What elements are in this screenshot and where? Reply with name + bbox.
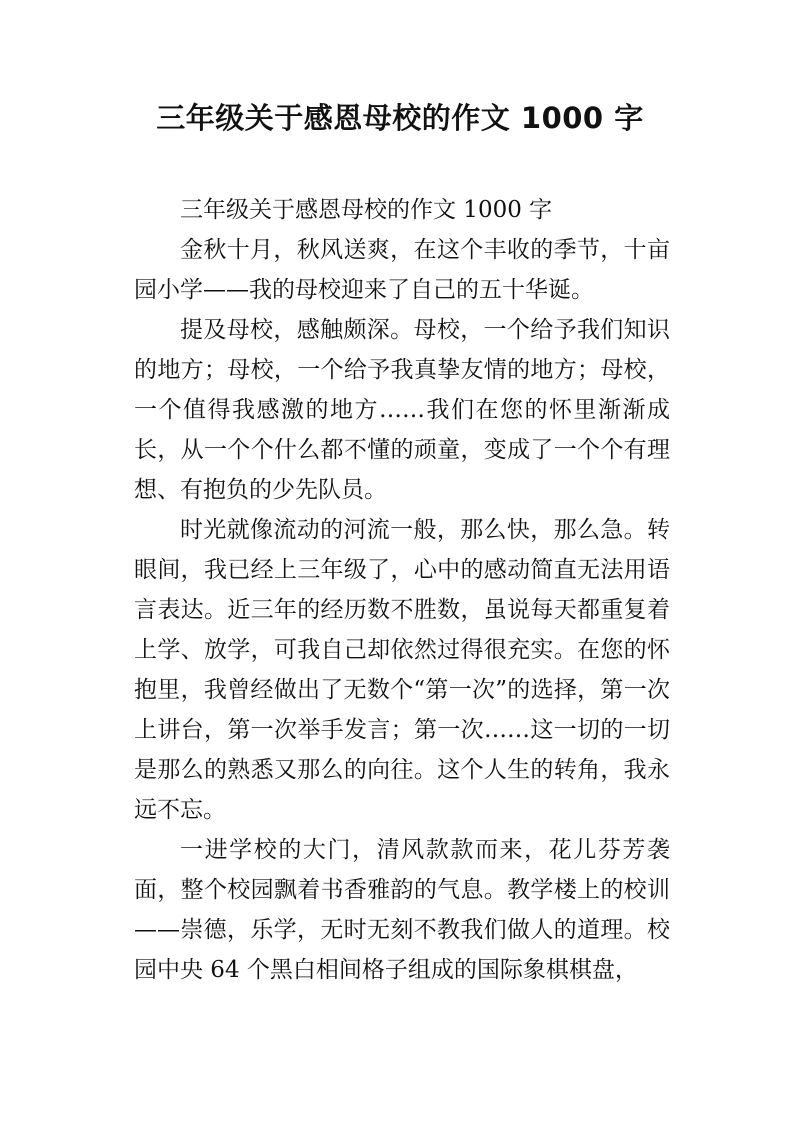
document-body xyxy=(134,190,670,990)
paragraph-3: 提及母校，感触颇深。母校，一个给予我们知识的地方；母校，一个给予我真挚友情的地方；母校，一个值得我感激的地方……我们在您的怀里渐渐成长，从一个个什么都不懂的顽童，变成了一个个有理想、有抱负的少先队员。 xyxy=(134,317,670,503)
paragraph-5: 一进学校的大门，清风款款而来，花儿芬芳袭面，整个校园飘着书香雅韵的气息。教学楼上的校训——崇德，乐学，无时无刻不教我们做人的道理。校园中央 64 个黑白相间格子组成的国际象棋棋盘， xyxy=(134,837,670,983)
paragraph-4: 时光就像流动的河流一般，那么快，那么急。转眼间，我已经上三年级了，心中的感动简直无法用语言表达。近三年的经历数不胜数，虽说每天都重复着上学、放学，可我自己却依然过得很充实。在您的怀抱里，我曾经做出了无数个“第一次”的选择，第一次上讲台，第一次举手发言；第一次……这一切的一切是那么的熟悉又那么的向往。这个人生的转角，我永远不忘。 xyxy=(134,517,670,823)
paragraph-2: 金秋十月，秋风送爽，在这个丰收的季节，十亩园小学——我的母校迎来了自己的五十华诞。 xyxy=(134,237,670,303)
document-title: 三年级关于感恩母校的作文 1000 字 xyxy=(156,101,644,135)
paragraph-1: 三年级关于感恩母校的作文 1000 字 xyxy=(180,197,553,223)
